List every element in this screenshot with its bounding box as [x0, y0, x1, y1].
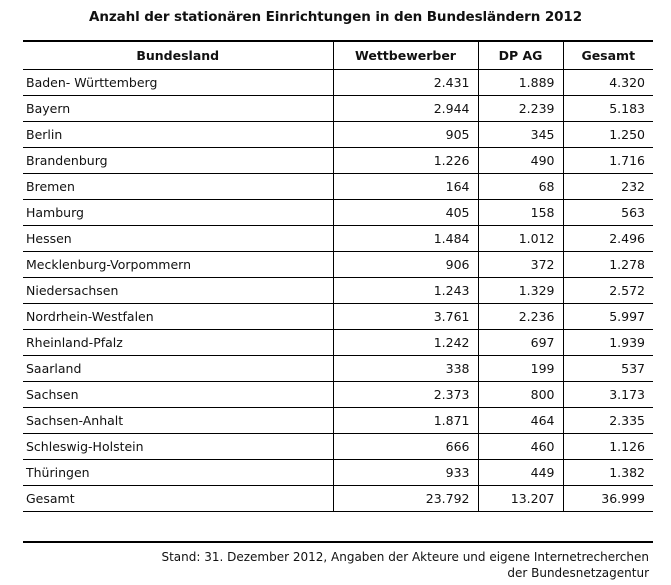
cell-dp-ag: 345 [478, 122, 563, 148]
cell-wettbewerber: 1.484 [333, 226, 478, 252]
cell-bundesland: Rheinland-Pfalz [23, 330, 333, 356]
cell-bundesland: Niedersachsen [23, 278, 333, 304]
cell-bundesland: Mecklenburg-Vorpommern [23, 252, 333, 278]
cell-gesamt: 1.382 [563, 460, 653, 486]
footnote-line-2: der Bundesnetzagentur [507, 566, 649, 580]
cell-gesamt: 3.173 [563, 382, 653, 408]
table-row [23, 174, 653, 200]
cell-wettbewerber: 933 [333, 460, 478, 486]
cell-bundesland: Bremen [23, 174, 333, 200]
table-row [23, 460, 653, 486]
cell-wettbewerber: 3.761 [333, 304, 478, 330]
table-row [23, 122, 653, 148]
cell-gesamt: 5.997 [563, 304, 653, 330]
cell-dp-ag: 1.012 [478, 226, 563, 252]
cell-gesamt: 2.572 [563, 278, 653, 304]
cell-gesamt: 4.320 [563, 70, 653, 96]
cell-bundesland: Schleswig-Holstein [23, 434, 333, 460]
header-bundesland: Bundesland [23, 42, 333, 70]
cell-gesamt: 563 [563, 200, 653, 226]
cell-dp-ag: 460 [478, 434, 563, 460]
cell-wettbewerber: 164 [333, 174, 478, 200]
cell-dp-ag: 2.239 [478, 96, 563, 122]
header-dp-ag: DP AG [478, 42, 563, 70]
cell-dp-ag: 199 [478, 356, 563, 382]
table-row [23, 330, 653, 356]
cell-wettbewerber: 1.226 [333, 148, 478, 174]
bottom-rule [23, 541, 653, 543]
header-row [23, 42, 653, 70]
table-row [23, 96, 653, 122]
cell-bundesland: Sachsen [23, 382, 333, 408]
header-wettbewerber: Wettbewerber [333, 42, 478, 70]
cell-dp-ag: 1.889 [478, 70, 563, 96]
cell-bundesland: Thüringen [23, 460, 333, 486]
cell-wettbewerber: 2.431 [333, 70, 478, 96]
cell-dp-ag: 372 [478, 252, 563, 278]
cell-bundesland: Hessen [23, 226, 333, 252]
cell-gesamt: 36.999 [563, 486, 653, 512]
cell-dp-ag: 68 [478, 174, 563, 200]
table-row [23, 252, 653, 278]
cell-bundesland: Bayern [23, 96, 333, 122]
table-row [23, 278, 653, 304]
cell-bundesland: Berlin [23, 122, 333, 148]
table-row [23, 200, 653, 226]
table-row [23, 382, 653, 408]
table-row [23, 70, 653, 96]
cell-gesamt: 2.496 [563, 226, 653, 252]
source-footnote [161, 549, 649, 581]
table-row [23, 148, 653, 174]
cell-dp-ag: 464 [478, 408, 563, 434]
cell-wettbewerber: 906 [333, 252, 478, 278]
table-title: Anzahl der stationären Einrichtungen in den Bundesländern 2012 [88, 9, 583, 25]
cell-gesamt: 1.126 [563, 434, 653, 460]
cell-bundesland: Saarland [23, 356, 333, 382]
cell-wettbewerber: 405 [333, 200, 478, 226]
table-row [23, 356, 653, 382]
cell-dp-ag: 490 [478, 148, 563, 174]
table-row [23, 304, 653, 330]
cell-bundesland: Sachsen-Anhalt [23, 408, 333, 434]
cell-wettbewerber: 338 [333, 356, 478, 382]
cell-gesamt: 1.250 [563, 122, 653, 148]
table-row [23, 226, 653, 252]
cell-dp-ag: 2.236 [478, 304, 563, 330]
cell-bundesland: Baden- Württemberg [23, 70, 333, 96]
cell-dp-ag: 449 [478, 460, 563, 486]
cell-bundesland: Hamburg [23, 200, 333, 226]
cell-gesamt: 1.939 [563, 330, 653, 356]
cell-gesamt: 1.278 [563, 252, 653, 278]
cell-bundesland: Brandenburg [23, 148, 333, 174]
cell-dp-ag: 13.207 [478, 486, 563, 512]
table-body [23, 70, 653, 512]
cell-wettbewerber: 23.792 [333, 486, 478, 512]
cell-wettbewerber: 1.871 [333, 408, 478, 434]
data-table [23, 42, 653, 512]
cell-dp-ag: 158 [478, 200, 563, 226]
cell-wettbewerber: 905 [333, 122, 478, 148]
table-row [23, 408, 653, 434]
data-table-container [23, 40, 653, 512]
header-gesamt: Gesamt [563, 42, 653, 70]
footnote-line-1: Stand: 31. Dezember 2012, Angaben der Akteure und eigene Internetrecherchen [161, 550, 649, 564]
cell-dp-ag: 1.329 [478, 278, 563, 304]
table-header [23, 42, 653, 70]
cell-dp-ag: 697 [478, 330, 563, 356]
cell-gesamt: 1.716 [563, 148, 653, 174]
total-row [23, 486, 653, 512]
cell-wettbewerber: 1.243 [333, 278, 478, 304]
cell-gesamt: 537 [563, 356, 653, 382]
cell-wettbewerber: 2.944 [333, 96, 478, 122]
cell-gesamt: 2.335 [563, 408, 653, 434]
cell-gesamt: 232 [563, 174, 653, 200]
cell-gesamt: 5.183 [563, 96, 653, 122]
cell-bundesland: Gesamt [23, 486, 333, 512]
cell-wettbewerber: 666 [333, 434, 478, 460]
cell-bundesland: Nordrhein-Westfalen [23, 304, 333, 330]
cell-dp-ag: 800 [478, 382, 563, 408]
cell-wettbewerber: 2.373 [333, 382, 478, 408]
table-row [23, 434, 653, 460]
cell-wettbewerber: 1.242 [333, 330, 478, 356]
